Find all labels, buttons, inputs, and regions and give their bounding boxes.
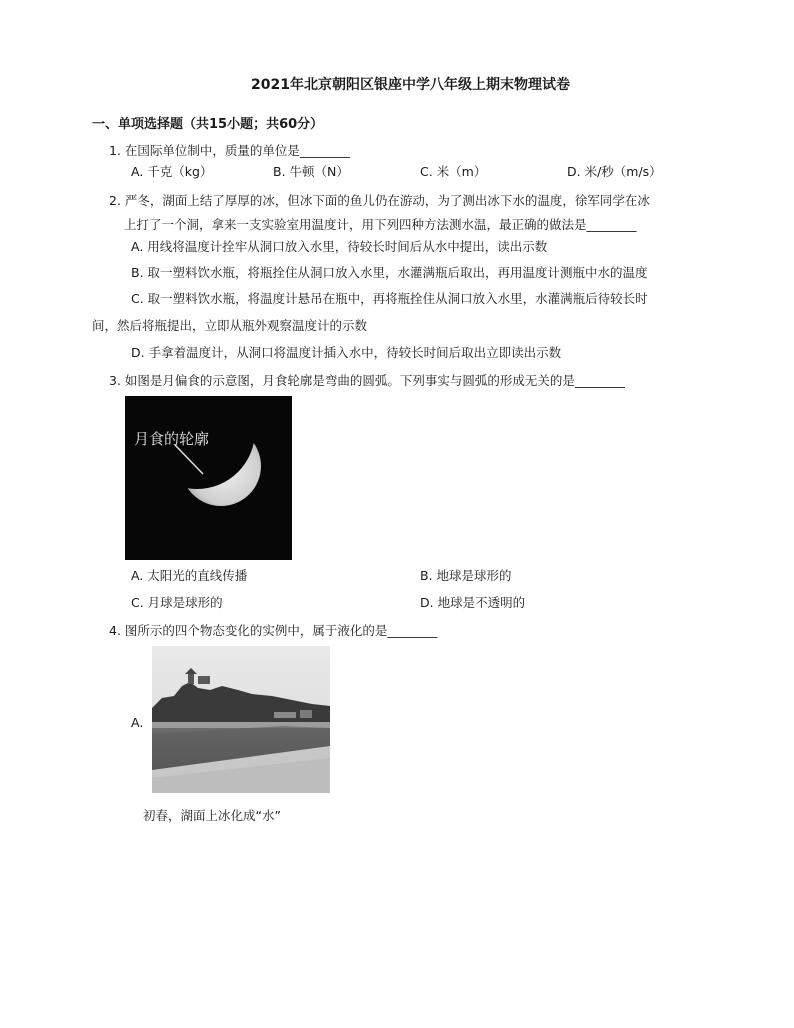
question-2-option-c-line2: 间，然后将瓶提出，立即从瓶外观察温度计的示数 [92, 318, 368, 333]
question-1-option-a: A. 千克（kg） [131, 164, 213, 179]
lunar-eclipse-image [125, 396, 292, 560]
eclipse-outline-label: 月食的轮廓 [134, 430, 210, 448]
question-1-option-d: D. 米/秒（m/s） [567, 164, 662, 179]
question-4-option-a-caption: 初春，湖面上冰化成“水” [143, 808, 281, 823]
question-3-option-a: A. 太阳光的直线传播 [131, 568, 248, 583]
question-1-option-c: C. 米（m） [420, 164, 487, 179]
question-2-option-a: A. 用线将温度计拴牢从洞口放入水里，待较长时间后从水中提出，读出示数 [131, 239, 548, 254]
page-title: 2021年北京朝阳区银座中学八年级上期末物理试卷 [251, 77, 570, 93]
question-1-option-b: B. 牛顿（N） [273, 164, 349, 179]
section-heading: 一、单项选择题（共15小题；共60分） [92, 117, 324, 132]
question-2-option-d: D. 手拿着温度计，从洞口将温度计插入水中，待较长时间后取出立即读出示数 [131, 345, 562, 360]
question-4-stem: 4. 图所示的四个物态变化的实例中，属于液化的是________ [109, 623, 438, 638]
question-2-option-b: B. 取一塑料饮水瓶，将瓶拴住从洞口放入水里，水灌满瓶后取出，再用温度计测瓶中水的温度 [131, 265, 648, 280]
question-3-option-d: D. 地球是不透明的 [420, 595, 526, 610]
question-2-stem-line1: 2. 严冬，湖面上结了厚厚的冰，但冰下面的鱼儿仍在游动，为了测出冰下水的温度，徐军同学在冰 [109, 193, 650, 208]
question-4-option-a-letter: A. [131, 715, 144, 730]
question-1-stem: 1. 在国际单位制中，质量的单位是________ [109, 143, 350, 158]
question-2-stem-line2: 上打了一个洞，拿来一支实验室用温度计，用下列四种方法测水温，最正确的做法是________ [124, 217, 637, 232]
lake-thaw-photo [152, 646, 330, 793]
question-3-option-b: B. 地球是球形的 [420, 568, 512, 583]
question-2-option-c-line1: C. 取一塑料饮水瓶，将温度计悬吊在瓶中，再将瓶拴住从洞口放入水里，水灌满瓶后待较长时 [131, 291, 648, 306]
question-3-option-c: C. 月球是球形的 [131, 595, 223, 610]
question-3-stem: 3. 如图是月偏食的示意图，月食轮廓是弯曲的圆弧。下列事实与圆弧的形成无关的是________ [109, 373, 625, 388]
